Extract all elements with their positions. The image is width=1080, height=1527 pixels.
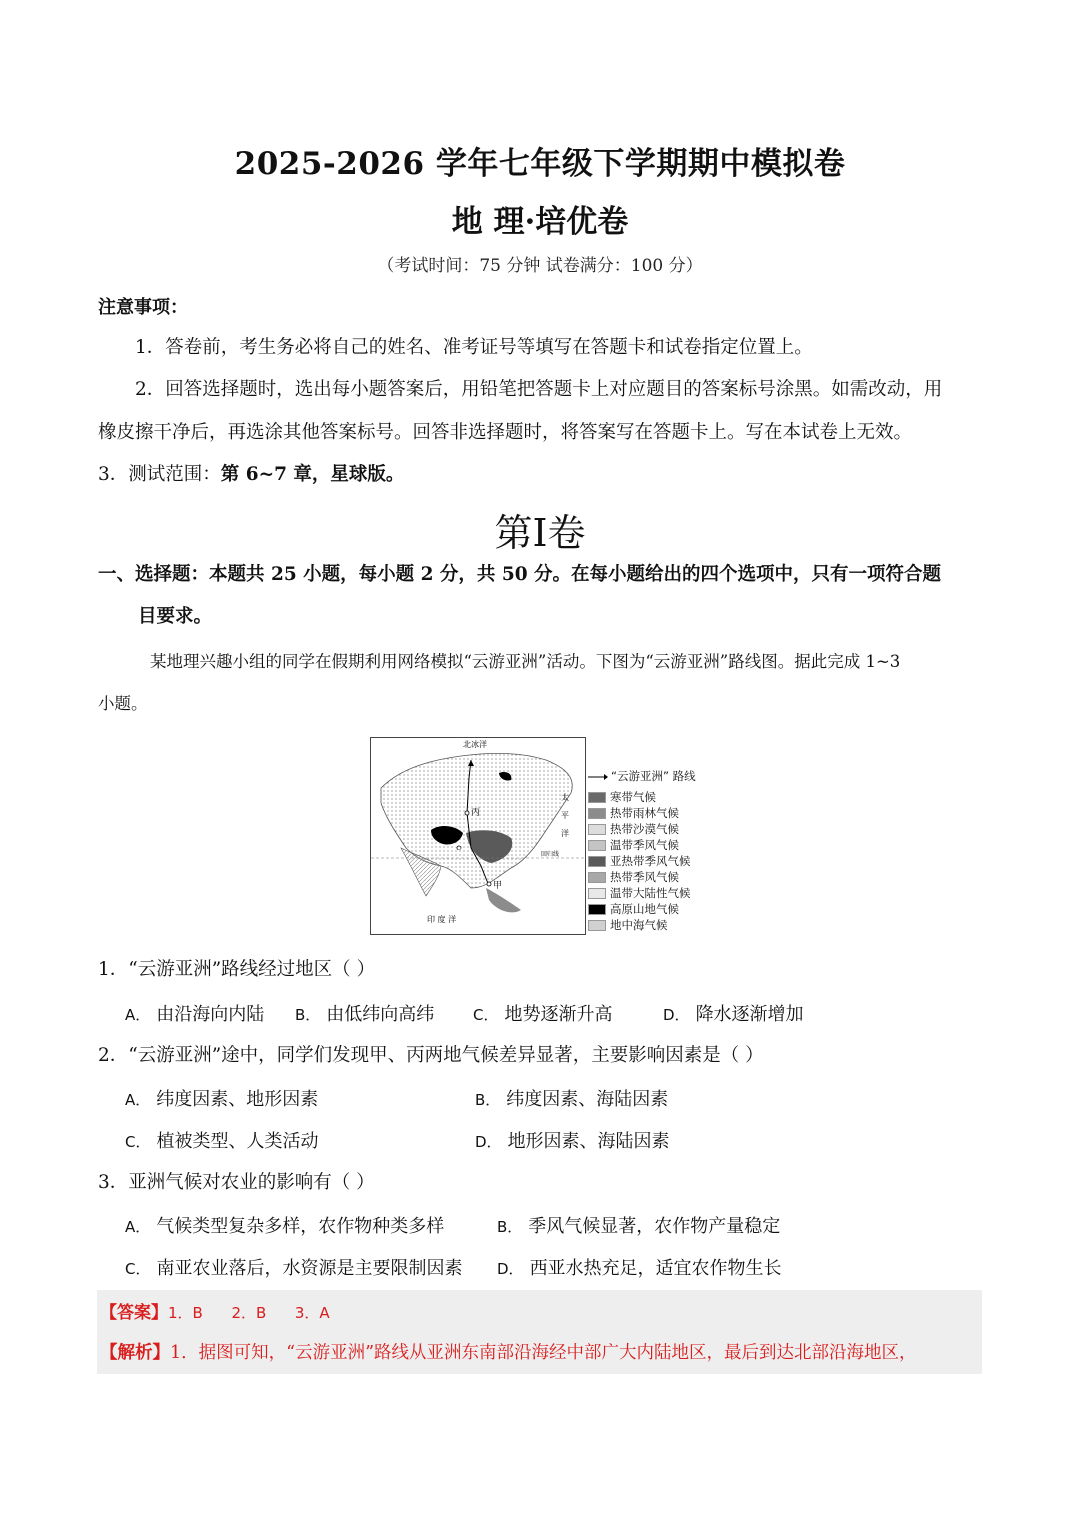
analysis-tag: 【解析】	[100, 1343, 170, 1363]
question-2-stem: 2．“云游亚洲”途中，同学们发现甲、丙两地气候差异显著，主要影响因素是（ ）	[98, 1045, 764, 1066]
analysis-text: 1．据图可知，“云游亚洲”路线从亚洲东南部沿海经中部广大内陆地区，最后到达北部沿海地区，	[170, 1343, 917, 1363]
notice-item-3-prefix: 3．测试范围：	[98, 464, 221, 485]
point-bing	[465, 811, 469, 815]
label-jia: 甲	[493, 881, 503, 891]
legend-item: 亚热带季风气候	[588, 853, 691, 867]
question-3-option-a[interactable]: A． 气候类型复杂多样，农作物种类多样	[125, 1216, 445, 1237]
question-3-option-c[interactable]: C． 南亚农业落后，水资源是主要限制因素	[125, 1258, 463, 1279]
legend-route: “云游亚洲” 路线	[588, 768, 696, 782]
question-1-option-c[interactable]: C． 地势逐渐升高	[473, 1004, 613, 1025]
analysis-line	[100, 1339, 917, 1364]
notice-heading: 注意事项：	[98, 297, 188, 318]
question-3-option-b[interactable]: B． 季风气候显著，农作物产量稳定	[497, 1216, 781, 1237]
legend-item: 寒带气候	[588, 789, 656, 803]
legend-item: 温带季风气候	[588, 837, 679, 851]
label-tropic-line: 回归线	[541, 851, 560, 858]
legend-swatch	[588, 808, 606, 819]
legend-swatch	[588, 840, 606, 851]
label-indian-ocean: 印 度 洋	[427, 915, 457, 924]
subject-title: 地 理·培优卷	[451, 204, 629, 240]
answer-tag: 【答案】	[100, 1303, 168, 1323]
intro-line-1: 某地理兴趣小组的同学在假期利用网络模拟“云游亚洲”活动。下图为“云游亚洲”路线图。据此完成 1~3	[150, 652, 901, 671]
label-pacific-3: 洋	[561, 829, 569, 838]
point-jia	[487, 882, 491, 886]
legend-item: 热带沙漠气候	[588, 821, 679, 835]
part-title: 第I卷	[494, 511, 586, 555]
question-3-option-d[interactable]: D． 西亚水热充足，适宜农作物生长	[497, 1258, 782, 1279]
legend-swatch	[588, 904, 606, 915]
map-drawing	[371, 738, 585, 934]
legend-swatch	[588, 824, 606, 835]
notice-item-2-line-1: 2．回答选择题时，选出每小题答案后，用铅笔把答题卡上对应题目的答案标号涂黑。如需改动，用	[135, 379, 943, 400]
question-1-stem: 1．“云游亚洲”路线经过地区（ ）	[98, 959, 376, 980]
label-arctic-ocean: 北冰洋	[463, 740, 487, 749]
notice-item-3-range: 第 6~7 章，星球版。	[220, 464, 405, 485]
question-3-stem: 3．亚洲气候对农业的影响有（ ）	[98, 1172, 375, 1193]
question-1-option-b[interactable]: B． 由低纬向高纬	[295, 1004, 435, 1025]
notice-item-1: 1．答卷前，考生务必将自己的姓名、准考证号等填写在答题卡和试卷指定位置上。	[135, 337, 813, 358]
question-2-option-c[interactable]: C． 植被类型、人类活动	[125, 1131, 319, 1152]
legend-swatch	[588, 856, 606, 867]
legend-swatch	[588, 888, 606, 899]
section-heading-line-1: 一、选择题：本题共 25 小题，每小题 2 分，共 50 分。在每小题给出的四个选项中，只有一项符合题	[98, 564, 942, 585]
section-heading-line-2: 目要求。	[138, 606, 213, 627]
intro-line-2: 小题。	[98, 694, 148, 713]
legend-item: 热带季风气候	[588, 869, 679, 883]
asia-route-map	[370, 737, 586, 935]
legend-swatch	[588, 872, 606, 883]
exam-title: 2025-2026 学年七年级下学期期中模拟卷	[234, 146, 846, 182]
route-arrow-icon	[588, 770, 608, 784]
question-1-option-a[interactable]: A． 由沿海向内陆	[125, 1004, 265, 1025]
southeast-islands	[486, 888, 521, 912]
notice-item-2-line-2: 橡皮擦干净后，再选涂其他答案标号。回答非选择题时，将答案写在答题卡上。写在本试卷上无效。	[98, 422, 913, 443]
label-pacific-2: 平	[561, 811, 569, 820]
question-2-option-a[interactable]: A． 纬度因素、地形因素	[125, 1089, 319, 1110]
label-bing: 丙	[471, 808, 481, 818]
question-1-option-d[interactable]: D． 降水逐渐增加	[663, 1004, 804, 1025]
asia-landmass	[381, 753, 572, 888]
legend-item: 热带雨林气候	[588, 805, 679, 819]
question-2-option-d[interactable]: D． 地形因素、海陆因素	[475, 1131, 670, 1152]
legend-item: 温带大陆性气候	[588, 885, 691, 899]
label-yi: 乙	[453, 843, 463, 853]
legend-item: 高原山地气候	[588, 901, 679, 915]
label-pacific-1: 太	[561, 793, 569, 802]
legend-swatch	[588, 792, 606, 803]
legend-swatch	[588, 920, 606, 931]
answer-text: 1．B 2．B 3．A	[168, 1304, 330, 1322]
exam-info: （考试时间：75 分钟 试卷满分：100 分）	[377, 256, 703, 276]
question-2-option-b[interactable]: B． 纬度因素、海陆因素	[475, 1089, 669, 1110]
legend-item: 地中海气候	[588, 917, 668, 931]
notice-item-3	[98, 461, 404, 489]
answer-line	[100, 1298, 330, 1323]
